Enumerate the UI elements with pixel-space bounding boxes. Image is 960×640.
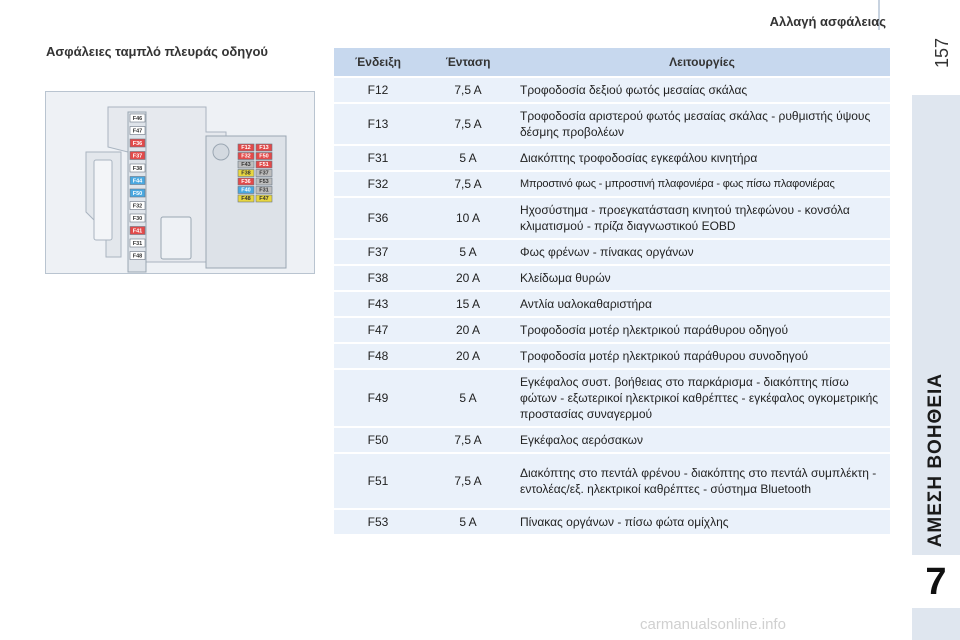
fuse-grid-right [256, 144, 272, 202]
fuse-id: F38 [334, 266, 422, 290]
fuse-function: Τροφοδοσία δεξιού φωτός μεσαίας σκάλας [514, 78, 890, 102]
table-row [334, 454, 890, 508]
fuse-f38 [130, 164, 145, 172]
section-title: Ασφάλειες ταμπλό πλευράς οδηγού [46, 44, 268, 59]
fuse-function: Κλείδωμα θυρών [514, 266, 890, 290]
fuse-amperage: 7,5 A [422, 104, 514, 144]
fuse-f50 [256, 153, 272, 160]
fuse-f30 [130, 214, 145, 222]
fuse-f32 [238, 153, 254, 160]
fuse-amperage: 7,5 A [422, 172, 514, 196]
fuse-f38 [238, 170, 254, 177]
fuse-function: Διακόπτης τροφοδοσίας εγκεφάλου κινητήρα [514, 146, 890, 170]
svg-text:F37: F37 [132, 153, 143, 160]
chapter-side-tab-bottom [912, 608, 960, 640]
fuse-amperage: 15 A [422, 292, 514, 316]
table-row [334, 292, 890, 316]
table-row [334, 266, 890, 290]
fuse-id: F53 [334, 510, 422, 534]
fuse-f48 [238, 195, 254, 202]
fuse-amperage: 5 A [422, 510, 514, 534]
table-row [334, 198, 890, 238]
fuse-id: F37 [334, 240, 422, 264]
chapter-number: 7 [912, 556, 960, 608]
fuse-f32 [130, 202, 145, 210]
svg-text:F38: F38 [241, 170, 251, 177]
page-number: 157 [931, 37, 952, 68]
svg-text:F40: F40 [241, 187, 251, 194]
fuse-f31 [130, 239, 145, 247]
fuse-id: F50 [334, 428, 422, 452]
fuse-function: Φως φρένων - πίνακας οργάνων [514, 240, 890, 264]
fuse-id: F32 [334, 172, 422, 196]
svg-text:F36: F36 [241, 179, 251, 185]
fuse-box-diagram [45, 91, 315, 274]
table-row [334, 370, 890, 426]
fuse-amperage: 5 A [422, 370, 514, 426]
fuse-function: Τροφοδοσία μοτέρ ηλεκτρικού παράθυρου συνοδηγού [514, 344, 890, 368]
fuse-f37 [256, 170, 272, 177]
table-row [334, 344, 890, 368]
fuse-function: Αντλία υαλοκαθαριστήρα [514, 292, 890, 316]
svg-text:F37: F37 [259, 170, 269, 177]
header-functions: Λειτουργίες [514, 48, 890, 76]
fuse-id: F43 [334, 292, 422, 316]
fuse-f51 [256, 161, 272, 168]
header-amperage: Ένταση [422, 48, 514, 76]
svg-text:F12: F12 [241, 145, 251, 151]
svg-text:F44: F44 [132, 178, 143, 185]
fuse-f46 [130, 114, 145, 122]
fuse-amperage: 5 A [422, 146, 514, 170]
svg-text:F13: F13 [259, 145, 269, 151]
svg-text:F43: F43 [241, 162, 251, 168]
fuse-function: Μπροστινό φως - μπροστινή πλαφονιέρα - φως πίσω πλαφονιέρας [514, 172, 890, 196]
fuse-f43 [238, 161, 254, 168]
fuse-function: Εγκέφαλος συστ. βοήθειας στο παρκάρισμα - διακόπτης πίσω φώτων - εξωτερικοί ηλεκτρικοί καθρέπτες - εγκέφαλος ογκομετρικής προστασίας συναγερμού [514, 370, 890, 426]
fuse-function: Εγκέφαλος αερόσακων [514, 428, 890, 452]
watermark: carmanualsonline.info [640, 616, 786, 633]
fuse-table [334, 46, 890, 536]
fuse-function: Τροφοδοσία αριστερού φωτός μεσαίας σκάλας - ρυθμιστής ύψους δέσμης προβολέων [514, 104, 890, 144]
page-header-title: Αλλαγή ασφάλειας [769, 14, 886, 29]
chapter-label-text: ΑΜΕΣΗ ΒΟΗΘΕΙΑ [925, 372, 946, 547]
fuse-amperage: 7,5 A [422, 454, 514, 508]
fuse-f44 [130, 177, 145, 185]
fuse-amperage: 20 A [422, 318, 514, 342]
fuse-amperage: 7,5 A [422, 428, 514, 452]
fuse-f41 [130, 227, 145, 235]
fuse-f47 [130, 127, 145, 135]
fuse-f13 [256, 144, 272, 151]
fuse-amperage: 10 A [422, 198, 514, 238]
fuse-f37 [130, 152, 145, 160]
fuse-amperage: 7,5 A [422, 78, 514, 102]
fuse-amperage: 5 A [422, 240, 514, 264]
fuse-f31 [256, 187, 272, 194]
header-designation: Ένδειξη [334, 48, 422, 76]
fuse-f40 [238, 187, 254, 194]
table-row [334, 428, 890, 452]
fuse-f50 [130, 189, 145, 197]
fuse-id: F36 [334, 198, 422, 238]
fuse-grid-left [238, 144, 254, 202]
svg-text:F36: F36 [132, 141, 143, 147]
fuse-f36 [238, 178, 254, 185]
fuse-box-illustration [46, 92, 314, 273]
fuse-amperage: 20 A [422, 266, 514, 290]
svg-text:F51: F51 [259, 162, 269, 168]
fuse-f47 [256, 195, 272, 202]
svg-text:F30: F30 [132, 216, 143, 222]
svg-text:F32: F32 [241, 153, 251, 160]
fuse-id: F31 [334, 146, 422, 170]
svg-text:F32: F32 [132, 203, 143, 210]
table-row [334, 240, 890, 264]
table-row [334, 318, 890, 342]
fuse-f53 [256, 178, 272, 185]
table-row [334, 78, 890, 102]
svg-text:F48: F48 [132, 253, 143, 260]
fuse-f12 [238, 144, 254, 151]
table-row [334, 146, 890, 170]
fuse-id: F48 [334, 344, 422, 368]
svg-text:F47: F47 [132, 128, 143, 135]
svg-text:F31: F31 [132, 241, 143, 247]
svg-text:F50: F50 [132, 191, 143, 197]
fuse-f48 [130, 252, 145, 260]
fuse-id: F47 [334, 318, 422, 342]
fuse-function: Διακόπτης στο πεντάλ φρένου - διακόπτης στο πεντάλ συμπλέκτη - εντολέας/εξ. ηλεκτρικοί καθρέπτες - σύστημα Bluetooth [514, 454, 890, 508]
fuse-function: Ηχοσύστημα - προεγκατάσταση κινητού τηλεφώνου - κονσόλα κλιματισμού - πρίζα διαγνωστικού EOBD [514, 198, 890, 238]
fuse-id: F51 [334, 454, 422, 508]
svg-text:F31: F31 [259, 187, 269, 194]
fuse-amperage: 20 A [422, 344, 514, 368]
fuse-id: F49 [334, 370, 422, 426]
svg-text:F41: F41 [132, 228, 143, 235]
svg-text:F47: F47 [259, 196, 269, 202]
fuse-id: F13 [334, 104, 422, 144]
table-row [334, 172, 890, 196]
fuse-function: Πίνακας οργάνων - πίσω φώτα ομίχλης [514, 510, 890, 534]
chapter-label [912, 95, 960, 555]
svg-text:F50: F50 [259, 153, 269, 160]
svg-text:F38: F38 [132, 166, 143, 172]
table-row [334, 104, 890, 144]
fuse-function: Τροφοδοσία μοτέρ ηλεκτρικού παράθυρου οδηγού [514, 318, 890, 342]
fuse-id: F12 [334, 78, 422, 102]
fuse-table-header [334, 48, 890, 76]
svg-text:F46: F46 [132, 116, 143, 122]
fuse-f36 [130, 139, 145, 147]
svg-text:F48: F48 [241, 196, 251, 202]
table-row [334, 510, 890, 534]
svg-text:F53: F53 [259, 179, 269, 185]
